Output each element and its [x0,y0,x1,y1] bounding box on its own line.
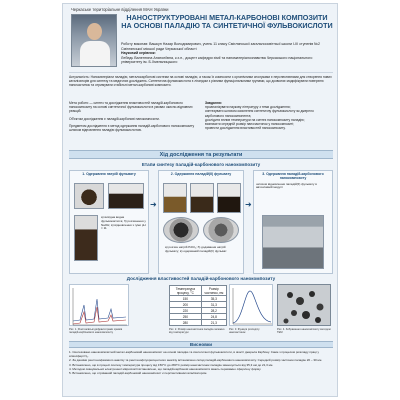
table-cell: 24,8 [201,314,226,320]
table-cell: 250 [170,314,202,320]
particle [296,297,304,305]
distribution-curve-svg [230,285,274,327]
tem-particles-svg [278,285,331,326]
task-item: синтезувати шляхом окиснення синтетичну фульвокислоту як джерело карбонового нанокомпонента; [205,109,314,118]
xrd-spectrum-svg [70,285,130,327]
authors-text: Роботу виконав: Вашкун Назар Володимирович, учень 11 класу Сміглянської загальноосвітньої школи І-ІІІ ступенів №2 Сміглянської міської ради Черкаської області [121,42,320,51]
subject-text: Предметом дослідження є метод одержання паладій-карбонового нанокомпозиту шляхом відновлення паладію фульвокислотою. [69,123,195,133]
photo-lab-coat [80,41,110,67]
particle [291,310,297,316]
goals-block [69,101,201,135]
task-item: провести дослідження властивостей нанокомпозиту. [205,126,286,131]
conclusions-list [69,351,333,376]
xrd-line-1 [73,299,126,321]
properties-title: Дослідження властивостей паладій-карбонового нанокомпозиту [126,276,276,281]
particle [317,304,324,311]
particle [315,317,321,323]
conclusion-item: 4. Методом сканувальної електронної мікроскопії встановлено, що паладій-карбонові нанокомпозити мають переважно сферичну форму. [69,366,262,371]
step-2-text: а) розчин натрій PdCl₂; б) додавання натрій фульвату; в) одержаний паладій(II) фульват [165,245,227,253]
step-2-panel [158,170,244,274]
stages-title: Етапи синтезу паладій-карбонового нанокомпозиту [141,162,261,167]
poster [62,3,338,397]
xrd-spectrum-figure [69,284,129,326]
step-1-panel [69,170,149,274]
conclusion-item: 1. Синтезовано нанокомпозитний метал-карбоновий нанокомпозит на основі паладію та синтетичної фульвокислоти, в якості джерела Карбону. Саме з процесом розкладу праці у атмосфері N₂. [69,350,320,358]
step-3-text: шляхом відновлення паладій(II) фульвату в автоклавній модулі [256,181,317,190]
authors-block [121,42,333,65]
step-1-photo-c [74,215,98,261]
step-1-photo-a [74,183,104,209]
step-2-dish-a [163,217,199,243]
arrow-right-icon: ➜ [150,200,157,209]
results-section-heading: Хід дослідження та результати [69,150,333,159]
organization-label: Черкаське територіальне відділення МАН України [71,7,169,12]
poster-title: НАНОСТРУКТУРОВАНІ МЕТАЛ-КАРБОНОВІ КОМПОЗИТИ НА ОСНОВІ ПАЛАДІЮ ТА СИНТЕТИЧНОЇ ФУЛЬВОКИСЛОТИ [121,13,333,30]
tasks-label: Завдання: [205,101,222,105]
task-item: проаналізувати наукову літературу з теми дослідження; [205,105,291,110]
tasks-block [205,101,333,130]
table-header: Температура процесу, °C [170,286,202,296]
table-cell: 28,2 [201,308,226,314]
table-cell: 280 [170,320,202,326]
figure-1-caption: Рис. 1. Рентгенівські дифрактограми зразків паладій-карбонового нанокомпозиту [69,328,123,334]
table-cell: 220 [170,308,202,314]
figure-4-caption: Рис. 4. Зображення нанокомпозиту методом TEM [277,328,331,334]
table-row [170,320,227,326]
tem-image [277,284,331,326]
goal-text: Мета роботи — синтез та дослідження властивостей паладій-карбонового нанокомпозиту на основі синтетичної фульвокислоти в умовах окисно-відновних реакцій. [69,101,193,114]
step-2-dish-b [203,217,239,243]
conclusion-item: 3. Встановлено, що в процесі синтезу температура процесу від 150°С до 280°С розмір наночастинок паладію зменшується від 35,3 нм до 21,3 нм. [69,362,274,367]
table-cell: 35,3 [201,296,226,302]
distribution-curve [233,291,271,323]
step-3-panel [253,170,333,274]
object-text: Об'єктом дослідження є паладій-карбонові нанокомпозити. [69,116,160,121]
particle [287,292,293,298]
conclusion-item: 2. За даними рентгенофазового аналізу та рентгенофлуоресцентного аналізу встановлено склад паладій-карбонового нанокомпозиту. Середній розмір частинок паладію 20 – 30 нм. [69,358,323,363]
arrow-right-icon: ➜ [245,200,252,209]
step-2-photo-b [190,183,214,213]
distribution-curve-figure [229,284,273,326]
step-3-title: 3. Одержання паладій-карбонового нанокомпозиту [262,172,324,181]
table-cell: 21,3 [201,320,226,326]
task-item: дослідити вплив температури на синтез нанокомпозиту паладію; [205,117,305,122]
supervisor-text: Лебедь Валентина Анатоліївна, к.х.н., доцент кафедри хімії та наноматеріалознавства Черкаського національного університету ім. Б.Хмельницького [121,55,313,64]
particle-size-table [169,285,227,326]
particle [284,319,289,324]
abstract-text: Актуальність: Наноматеріали паладію, металокарбонові системи на основі паладію, а також їх композити з органічними сполуками є перспективними для створення нових каталізаторів для синтезу та медичних досліджень. Синтетична фульвокислота є лігандом з різними функціональними групами, що дозволяє модифікувати поверхню наночастинок та отримувати стабільні метал-карбонові композити. [69,72,333,88]
table-cell: 31,3 [201,302,226,308]
step-2-photo-c [217,183,241,213]
table-cell: 200 [170,302,202,308]
step-2-photo-a [163,183,187,213]
particle [309,291,315,297]
photo-head [87,23,102,40]
particle [302,311,310,319]
figure-2-caption: Рис. 2. Розмір наночастинок паладію залежно від температури [169,328,225,334]
step-1-photo-b [108,183,144,209]
conclusion-item: 5. Встановлено, що отриманий паладій-карбоновий нанокомпозит є перспективним каталізатором. [69,371,208,376]
conclusions-heading: Висновки [69,341,333,348]
step-3-autoclave-photo [262,215,324,269]
figure-3-caption: Рис. 3. Функція розподілу наночастинок [229,328,260,334]
table-header: Розмір частинок, нм [201,286,226,296]
author-photo [71,14,117,67]
table-cell: 150 [170,296,202,302]
supervisor-label: Науковий керівник: [121,51,156,55]
step-2-title: 2. Одержання паладій(II) фульвату [170,172,232,176]
step-1-title: 1. Одержання натрій фульвату [82,172,136,176]
task-item: визначити середній розмір наночастинок у нанокомпозиті; [205,122,295,127]
step-1-text: а) вихідна водна фульвокислота; б) розчинення у NaOH; в) відновлення з гуми pH = 11 [101,215,146,231]
